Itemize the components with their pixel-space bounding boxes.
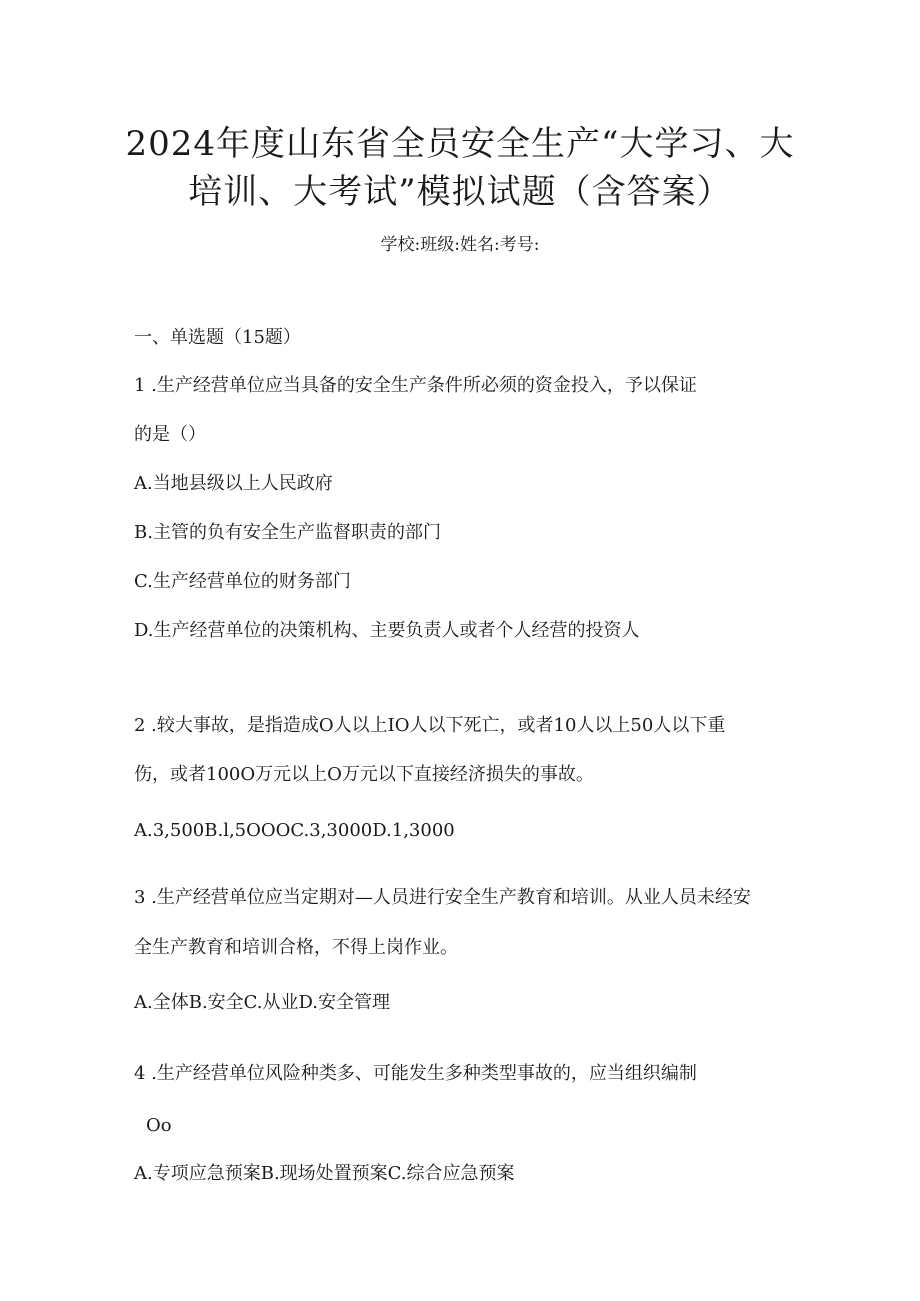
question-3-stem-line-1: 3 .生产经营单位应当定期对—人员进行安全生产教育和培训。从业人员未经安 [134,887,751,908]
question-4-options: A.专项应急预案B.现场处置预案C.综合应急预案 [134,1163,515,1184]
question-2-options: A.3,500B.l,5OOOC.3,3000D.1,3000 [134,820,455,841]
exam-info-line: 学校:班级:姓名:考号: [380,235,540,255]
question-2-stem-line-1: 2 .较大事故，是指造成O人以上IO人以下死亡，或者10人以上50人以下重 [134,715,726,736]
page-title-line-1: 2024年度山东省全员安全生产“大学习、大 [125,124,795,164]
page-title-line-2: 培训、大考试”模拟试题（含答案） [188,172,732,212]
question-3-options: A.全体B.安全C.从业D.安全管理 [134,992,391,1013]
question-1-option-c: C.生产经营单位的财务部门 [134,571,351,592]
question-1-option-b: B.主管的负有安全生产监督职责的部门 [134,522,441,543]
question-1-stem-line-2: 的是（） [134,424,206,445]
question-4-stem-line-2: Oo [146,1115,172,1136]
question-1-stem-line-1: 1 .生产经营单位应当具备的安全生产条件所必须的资金投入，予以保证 [134,375,697,396]
question-1-option-d: D.生产经营单位的决策机构、主要负责人或者个人经营的投资人 [134,620,640,641]
question-2-stem-line-2: 伤，或者100O万元以上O万元以下直接经济损失的事故。 [134,764,594,785]
question-4-stem-line-1: 4 .生产经营单位风险种类多、可能发生多种类型事故的，应当组织编制 [134,1063,697,1084]
section-heading: 一、单选题（15题） [134,327,301,348]
question-3-stem-line-2: 全生产教育和培训合格，不得上岗作业。 [134,937,458,958]
question-1-option-a: A.当地县级以上人民政府 [134,473,333,494]
